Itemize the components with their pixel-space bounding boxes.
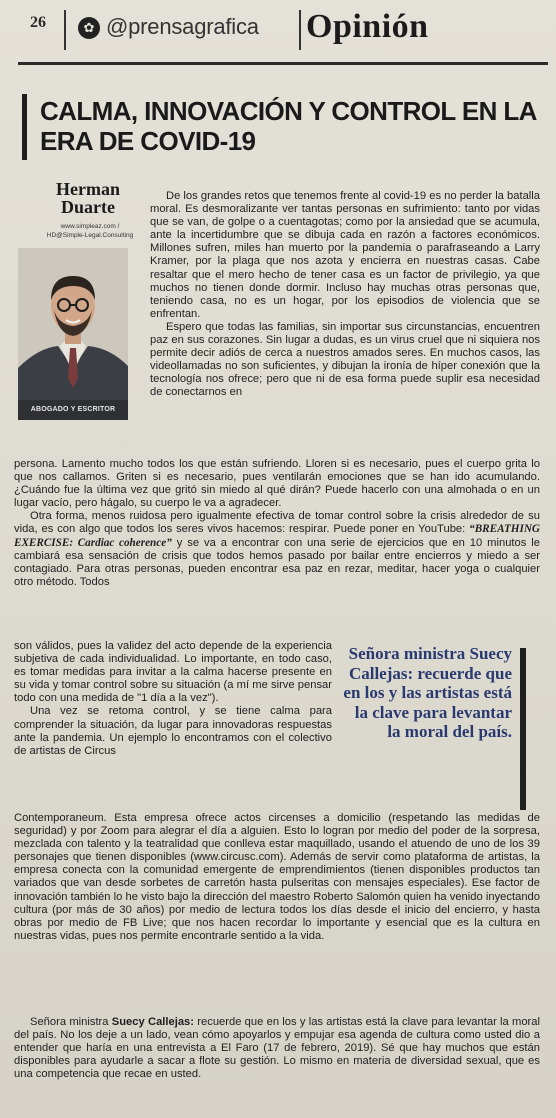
article-paragraph: [14, 1016, 540, 1081]
author-last-name: Duarte: [61, 197, 115, 217]
author-photo: [18, 248, 128, 400]
minister-name: Suecy Callejas:: [111, 1016, 195, 1028]
article-body-column: [14, 1016, 540, 1081]
header-rule: [18, 62, 548, 65]
author-first-name: Herman: [56, 179, 120, 199]
article-paragraph: Contemporaneum. Esta empresa ofrece actos circenses a domicilio (respetando las medidas de seguridad) y por Zoom para alegrar el día a alguien. Esto lo logran por medio del poder de la sorpresa, mezclada con talento y la teatralidad que conlleva estar maquillado, usando el atuendo de uno de los 39 personajes que tienen disponibles (www.circusc.com). Además de servir como plataforma de artistas, la empresa conecta con la comunidad emergente de emprendimientos (tienen disponibles productos tan variados que van desde sorbetes de carretón hasta pulseritas con mensajes especiales). Ese factor de innovación también lo he visto bajo la dirección del maestro Roberto Salomón quien ha venido inyectando cultura (por más de 30 años) por medio de lectura todos los días desde el inicio del encierro, y hasta obras por medio de FB Live; que nos hacen recordar lo importante y esencial que es la cultura en nuestras vidas, pues nos permite encontrarle sentido a la vida.: [14, 812, 540, 942]
section-title: Opinión: [306, 8, 429, 45]
pull-quote-bar: [520, 648, 526, 810]
article-paragraph: De los grandes retos que tenemos frente al covid-19 es no perder la batalla moral. Es desmoralizante ver tantas personas en sufrimiento: tanto por vidas que se van, de golpe o a cuentagotas; como por la ansiedad que se acumula, ante la incertidumbre que se dibuja cada en razón a factores económicos. Millones sufren, miles han muerto por la pandemia o parafraseando a Larry Kramer, por la plaga que nos azota y encierra en nuestras casas. Cabe resaltar que el mero hecho de tener casa es un factor de privilegio, ya que muchos no tienen donde dormir. Incluso hay muchas otras personas que, teniendo casa, no es un hogar, por los episodios de violencia que se enfrentan.: [150, 190, 540, 320]
header-divider: [64, 10, 66, 50]
author-site: [30, 222, 150, 240]
article-body-column: [14, 458, 540, 589]
text-run: recuerde que en los y las artistas está la clave para levantar la moral del país. No los deje a un lado, vean cómo apoyarlos y empujar esa agenda de cultura como usted dio a entender que haría en una entrevista a El Faro (17 de febrero, 2019). Sé que hay muchos que están disponibles para ayudarle a sacar a flote su gestión. Lo mismo en materia de diversidad sexual, que es una competencia que recae en usted.: [14, 1016, 540, 1081]
pull-quote: Señora ministra Suecy Callejas: recuerde que en los y las artistas está la clave para levantar la moral del país.: [343, 644, 512, 741]
article-paragraph: Una vez se retoma control, y se tiene calma para comprender la situación, da lugar para innovadoras respuestas ante la pandemia. Un ejemplo lo encontramos con el colectivo de artistas de Circus: [14, 705, 332, 757]
article-paragraph: persona. Lamento mucho todos los que están sufriendo. Lloren si es necesario, pues el cuerpo grita lo que nos callamos. Griten si es necesario, pues ventilarán emociones que se han ido acumulando. ¿Cuándo fue la última vez que gritó sin miedo al qué dirán? Puede hacerlo con una almohada o en un lugar vacío, pero hágalo, su cuerpo le va a agradecer.: [14, 458, 540, 510]
page-number: 26: [30, 14, 46, 31]
article-paragraph: Espero que todas las familias, sin importar sus circunstancias, encuentren paz en sus corazones. Sin lugar a dudas, es un virus cruel que ni siquiera nos permite decir adiós de cerca a nuestros amados seres. En muchos casos, las videollamadas no son suficientes, y dibujan la ironía de híper conexión que la tecnología nos ofrece; pero que ni de esa forma puede suplir esa necesidad de conectarnos en: [150, 320, 540, 399]
title-accent-bar: [22, 94, 27, 160]
page-header: [18, 8, 548, 62]
text-run: y se va a encontrar con una serie de ejercicios que en 10 minutos le cambiará esa sensación de crisis que todos hemos pasado por bailar entre encierros y miedo a ser contagiado. Para otras personas, pueden encontrar esa paz en rezar, meditar, hacer yoga o cualquier otro método. Todos: [14, 536, 540, 588]
article-paragraph: son válidos, pues la validez del acto depende de la experiencia subjetiva de cada individualidad. Lo importante, en todo caso, es tomar medidas para invitar a la calma hacerse presente en su vida y tomar control sobre su situación (a mí me sirve pensar todo con una medida de "1 día a la vez").: [14, 640, 332, 705]
author-role-caption: ABOGADO Y ESCRITOR: [18, 400, 128, 420]
author-site-line: HD@Simple-Legal.Consulting: [46, 232, 134, 239]
article-body-column: [14, 812, 540, 943]
article-paragraph: [14, 510, 540, 589]
social-handle: @prensagrafica: [106, 14, 259, 39]
article-title: CALMA, INNOVACIÓN Y CONTROL EN LA ERA DE COVID-19: [40, 96, 536, 156]
text-run: Señora ministra: [30, 1016, 112, 1028]
author-site-line: www.simpleaz.com /: [60, 223, 120, 230]
header-divider: [299, 10, 301, 50]
text-run: Otra forma, menos ruidosa pero igualmente efectiva de tomar control sobre la crisis alrededor de su vida, es con algo que todos los seres vivos hacemos: respirar. Puede poner en YouTube:: [14, 510, 540, 536]
article-body-column: [14, 640, 332, 758]
twitter-icon: ✿: [78, 17, 100, 39]
youtube-reference: “BREATHING EXERCISE: Cardiac coherence”: [14, 523, 540, 549]
author-block: [18, 180, 138, 240]
article-body-column: [150, 190, 540, 400]
